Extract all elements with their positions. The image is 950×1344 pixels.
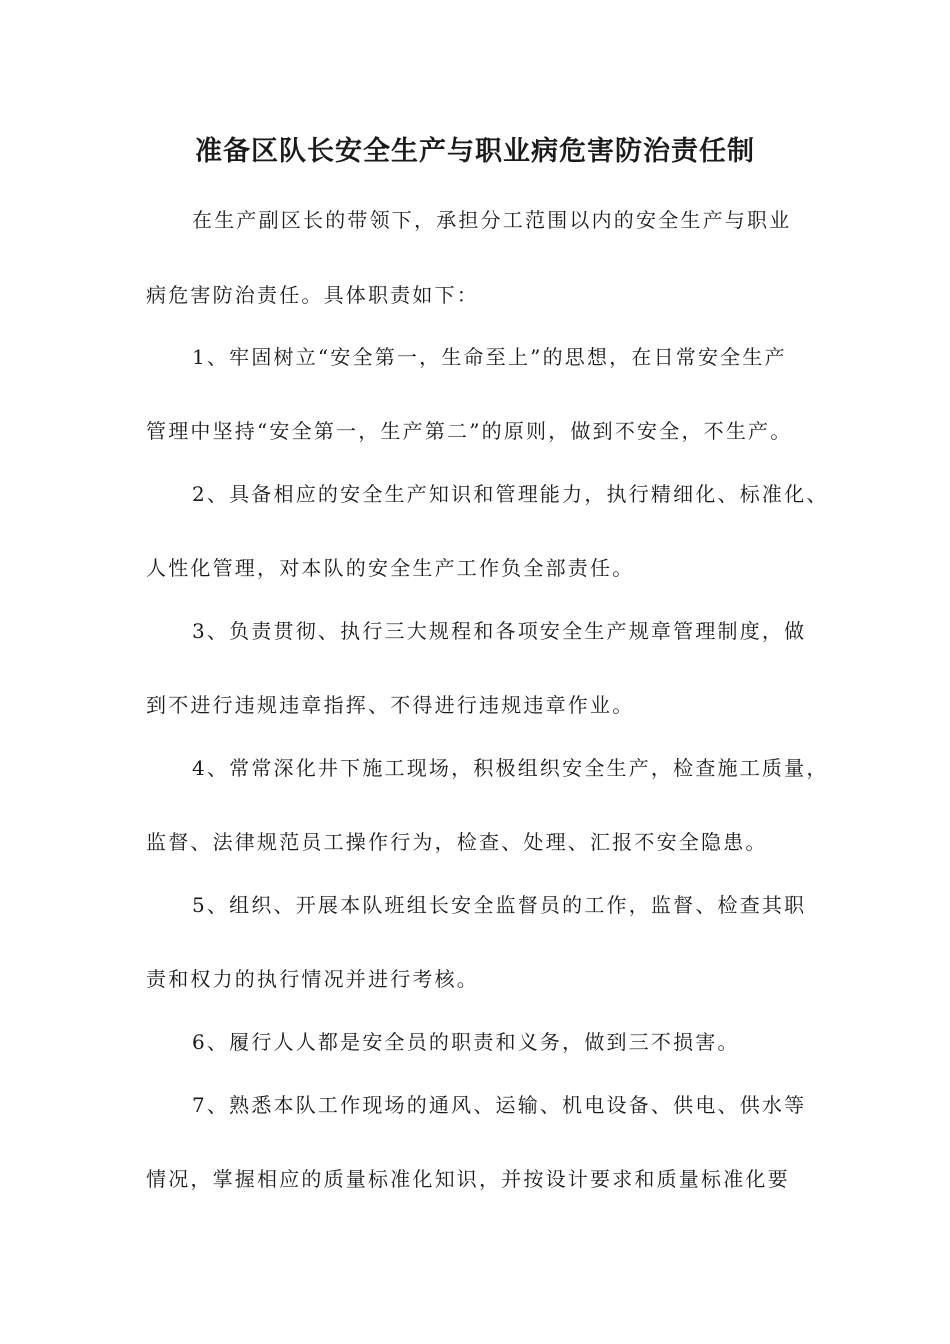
paragraph-line: 责和权力的执行情况并进行考核。 bbox=[146, 967, 479, 991]
paragraph-line: 3、负责贯彻、执行三大规程和各项安全生产规章管理制度，做 bbox=[192, 619, 807, 643]
paragraph-line: 到不进行违规违章指挥、不得进行违规违章作业。 bbox=[146, 693, 635, 717]
paragraph-line: 监督、法律规范员工操作行为，检查、处理、汇报不安全隐患。 bbox=[146, 830, 768, 854]
paragraph-line: 人性化管理，对本队的安全生产工作负全部责任。 bbox=[146, 556, 635, 580]
paragraph-line: 情况，掌握相应的质量标准化知识，并按设计要求和质量标准化要 bbox=[146, 1167, 790, 1191]
document-title: 准备区队长安全生产与职业病危害防治责任制 bbox=[195, 136, 755, 167]
paragraph-line: 病危害防治责任。具体职责如下： bbox=[146, 283, 479, 307]
paragraph-line: 6、履行人人都是安全员的职责和义务，做到三不损害。 bbox=[192, 1030, 740, 1054]
paragraph-line: 4、常常深化井下施工现场，积极组织安全生产，检查施工质量， bbox=[192, 756, 829, 780]
paragraph-line: 1、牢固树立“安全第一，生命至上”的思想，在日常安全生产 bbox=[192, 345, 787, 369]
paragraph-line: 5、组织、开展本队班组长安全监督员的工作，监督、检查其职 bbox=[192, 893, 807, 917]
paragraph-line: 2、具备相应的安全生产知识和管理能力，执行精细化、标准化、 bbox=[192, 482, 829, 506]
paragraph-line: 在生产副区长的带领下，承担分工范围以内的安全生产与职业 bbox=[192, 208, 792, 232]
paragraph-line: 7、熟悉本队工作现场的通风、运输、机电设备、供电、供水等 bbox=[192, 1093, 807, 1117]
paragraph-line: 管理中坚持“安全第一，生产第二”的原则，做到不安全，不生产。 bbox=[146, 419, 793, 443]
